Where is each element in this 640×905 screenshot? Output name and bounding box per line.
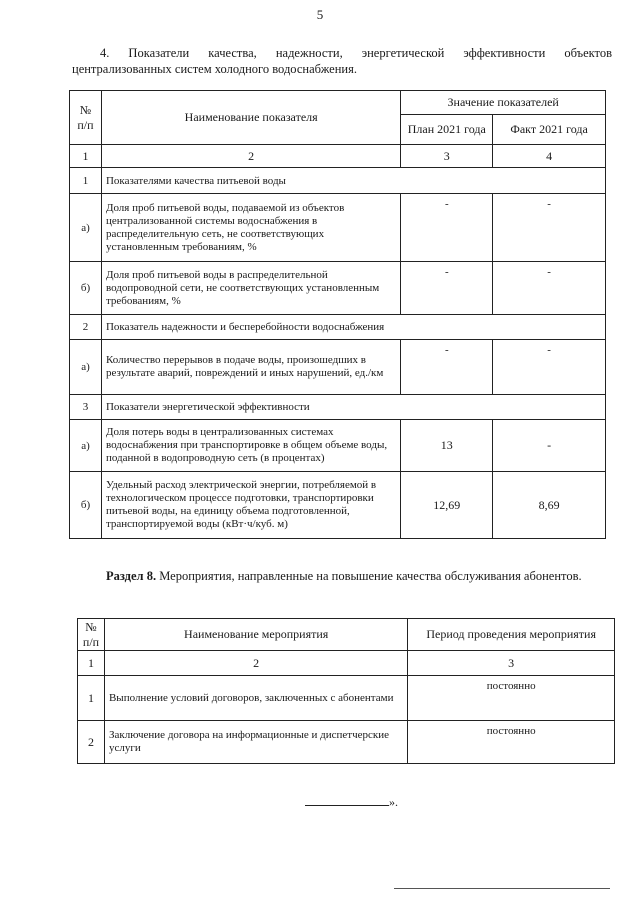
row-number: а) [70, 194, 102, 262]
plan-value: - [401, 340, 493, 395]
indicator-name: Доля проб питьевой воды в распределительной водопроводной сети, не соответствующих установленным требованиям, % [101, 262, 400, 315]
row-number: б) [70, 472, 102, 539]
index-cell: 1 [78, 651, 105, 676]
index-cell: 1 [70, 145, 102, 168]
measures-table [77, 618, 615, 764]
page-number: 5 [316, 7, 324, 22]
index-cell: 4 [493, 145, 606, 168]
header-plan-2021: План 2021 года [401, 115, 493, 145]
footer-rule [394, 888, 610, 889]
index-cell: 3 [408, 651, 615, 676]
row-number: а) [70, 420, 102, 472]
row-number: б) [70, 262, 102, 315]
section-4-heading: 4. Показатели качества, надежности, энергетической эффективности объектов централизованных систем холодного водоснабжения. [72, 46, 612, 76]
table-row [70, 315, 606, 340]
row-number: 2 [78, 721, 105, 764]
indicator-name: Удельный расход электрической энергии, потребляемой в технологическом процессе подготовки, транспортировки питьевой воды, на единицу объема подготовленной, транспортируемой воды (кВт·ч/куб. м) [101, 472, 400, 539]
fact-value: 8,69 [493, 472, 606, 539]
section-8-label: Раздел 8. [106, 569, 157, 583]
header-no: № п/п [70, 91, 102, 145]
row-number: 3 [70, 395, 102, 420]
row-number: 1 [78, 676, 105, 721]
measure-name: Выполнение условий договоров, заключенных с абонентами [104, 676, 407, 721]
fact-value: - [493, 262, 606, 315]
table-row [70, 340, 606, 395]
measure-period: постоянно [408, 676, 615, 721]
row-number: а) [70, 340, 102, 395]
header-no: № п/п [78, 619, 105, 651]
index-cell: 2 [104, 651, 407, 676]
header-fact-2021: Факт 2021 года [493, 115, 606, 145]
row-number: 1 [70, 168, 102, 194]
plan-value: - [401, 194, 493, 262]
table-row [70, 420, 606, 472]
table-row [70, 262, 606, 315]
group-title: Показатели энергетической эффективности [101, 395, 605, 420]
closing-signature [305, 795, 410, 810]
measure-period: постоянно [408, 721, 615, 764]
closing-mark: ». [389, 795, 398, 809]
header-period: Период проведения мероприятия [408, 619, 615, 651]
fact-value: - [493, 420, 606, 472]
index-cell: 3 [401, 145, 493, 168]
plan-value: 13 [401, 420, 493, 472]
section-8-heading [72, 568, 612, 584]
indicator-name: Доля потерь воды в централизованных системах водоснабжения при транспортировке в общем объеме воды, поданной в водопроводную сеть (в процентах) [101, 420, 400, 472]
table-row [70, 168, 606, 194]
header-values: Значение показателей [401, 91, 606, 115]
indicator-name: Доля проб питьевой воды, подаваемой из объектов централизованной системы водоснабжения в распределительную сеть, не соответствующих установленным требованиям, % [101, 194, 400, 262]
group-title: Показатель надежности и бесперебойности водоснабжения [101, 315, 605, 340]
indicator-name: Количество перерывов в подаче воды, произошедших в результате аварий, повреждений и иных нарушений, ед./км [101, 340, 400, 395]
section-8-title: Мероприятия, направленные на повышение качества обслуживания абонентов. [159, 569, 582, 583]
group-title: Показателями качества питьевой воды [101, 168, 605, 194]
fact-value: - [493, 340, 606, 395]
table-row [78, 676, 615, 721]
measure-name: Заключение договора на информационные и диспетчерские услуги [104, 721, 407, 764]
indicators-table [69, 90, 606, 539]
signature-line [305, 795, 389, 806]
header-indicator-name: Наименование показателя [101, 91, 400, 145]
table-row [70, 395, 606, 420]
table-row [70, 472, 606, 539]
row-number: 2 [70, 315, 102, 340]
header-measure-name: Наименование мероприятия [104, 619, 407, 651]
plan-value: 12,69 [401, 472, 493, 539]
fact-value: - [493, 194, 606, 262]
table-row [78, 721, 615, 764]
plan-value: - [401, 262, 493, 315]
index-cell: 2 [101, 145, 400, 168]
table-row [70, 194, 606, 262]
